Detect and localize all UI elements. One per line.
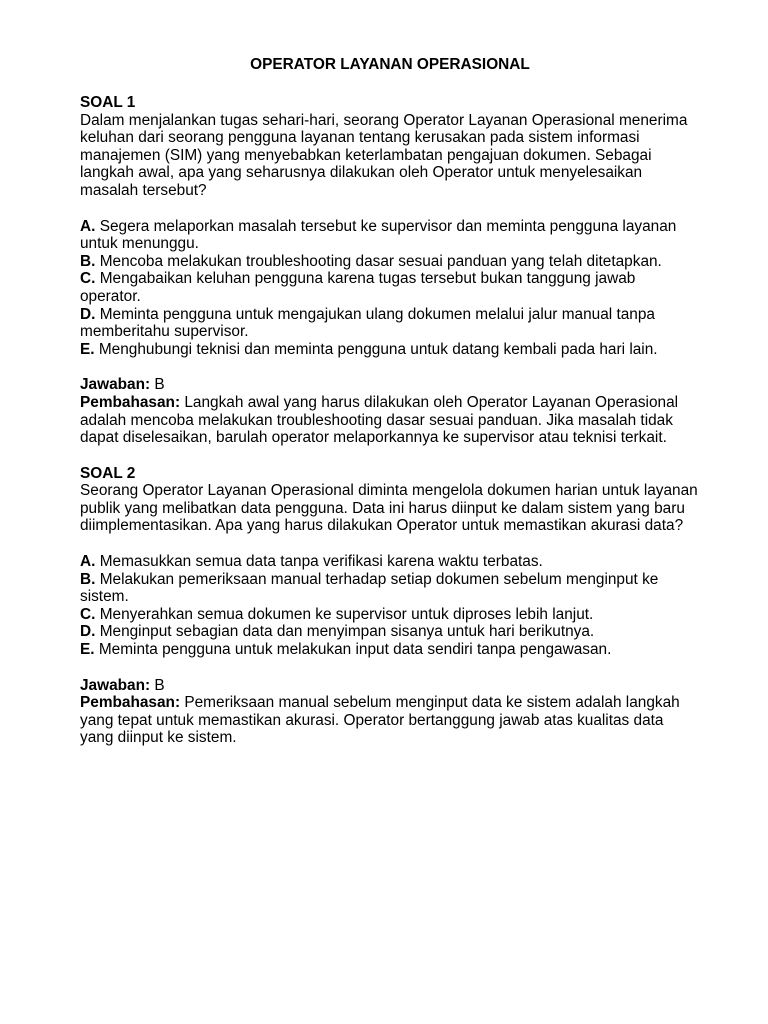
option-d [80,623,700,641]
option-letter: D. [80,623,96,641]
option-text: Melakukan pemeriksaan manual terhadap setiap dokumen sebelum menginput ke sistem. [80,570,659,606]
option-d [80,306,700,341]
option-letter: C. [80,270,96,288]
answer-label: Jawaban: [80,676,151,694]
explanation-text: Pemeriksaan manual sebelum menginput data ke sistem adalah langkah yang tepat untuk memastikan akurasi. Operator bertanggung jawab atas kualitas data yang diinput ke sistem. [80,694,680,747]
document-page [80,56,700,765]
explanation [80,694,700,747]
document-title: OPERATOR LAYANAN OPERASIONAL [250,56,530,73]
option-letter: C. [80,605,96,623]
question-text: Dalam menjalankan tugas sehari-hari, seorang Operator Layanan Operasional menerima keluhan dari seorang pengguna layanan tentang kerusakan pada sistem informasi manajemen (SIM) yang menyebabkan keterlambatan pengajuan dokumen. Sebagai langkah awal, apa yang seharusnya dilakukan oleh Operator untuk menyelesaikan masalah tersebut? [80,111,688,199]
option-a [80,218,700,253]
answer-value: B [154,376,165,394]
answer-line [80,677,700,695]
answer-label: Jawaban: [80,376,151,394]
option-text: Menginput sebagian data dan menyimpan sisanya untuk hari berikutnya. [99,623,595,641]
answer-value: B [154,676,165,694]
option-list [80,218,700,359]
option-text: Mengabaikan keluhan pengguna karena tugas tersebut bukan tanggung jawab operator. [80,270,636,305]
explanation-label: Pembahasan: [80,393,181,411]
option-letter: A. [80,553,96,571]
option-text: Menyerahkan semua dokumen ke supervisor untuk diproses lebih lanjut. [99,605,594,623]
explanation [80,394,700,447]
option-b [80,571,700,606]
option-list [80,553,700,659]
option-letter: B. [80,570,96,588]
option-b [80,253,700,271]
answer-line [80,376,700,394]
option-text: Segera melaporkan masalah tersebut ke supervisor dan meminta pengguna layanan untuk menunggu. [80,217,677,253]
option-text: Memasukkan semua data tanpa verifikasi karena waktu terbatas. [99,553,543,571]
question-block-1 [80,94,700,447]
option-letter: B. [80,252,96,270]
option-e [80,341,700,359]
question-heading: SOAL 1 [80,94,136,111]
option-letter: E. [80,641,95,659]
explanation-text: Langkah awal yang harus dilakukan oleh Operator Layanan Operasional adalah mencoba melakukan troubleshooting dasar sesuai panduan. Jika masalah tidak dapat diselesaikan, barulah operator melaporkannya ke supervisor atau teknisi terkait. [80,393,679,447]
option-letter: E. [80,340,95,358]
question-text: Seorang Operator Layanan Operasional diminta mengelola dokumen harian untuk layanan publik yang melibatkan data pengguna. Data ini harus diinput ke dalam sistem yang baru diimplementasikan. Apa yang harus dilakukan Operator untuk memastikan akurasi data? [80,482,698,535]
option-text: Meminta pengguna untuk mengajukan ulang dokumen melalui jalur manual tanpa memberitahu supervisor. [80,305,655,341]
question-block-2 [80,465,700,747]
option-text: Mencoba melakukan troubleshooting dasar sesuai panduan yang telah ditetapkan. [99,252,662,270]
option-text: Meminta pengguna untuk melakukan input data sendiri tanpa pengawasan. [98,641,612,659]
option-a [80,553,700,571]
option-c [80,270,700,305]
explanation-label: Pembahasan: [80,694,181,712]
option-text: Menghubungi teknisi dan meminta pengguna untuk datang kembali pada hari lain. [98,340,658,358]
question-heading: SOAL 2 [80,464,136,482]
option-letter: D. [80,305,96,323]
option-e [80,641,700,659]
option-letter: A. [80,217,96,235]
option-c [80,606,700,624]
